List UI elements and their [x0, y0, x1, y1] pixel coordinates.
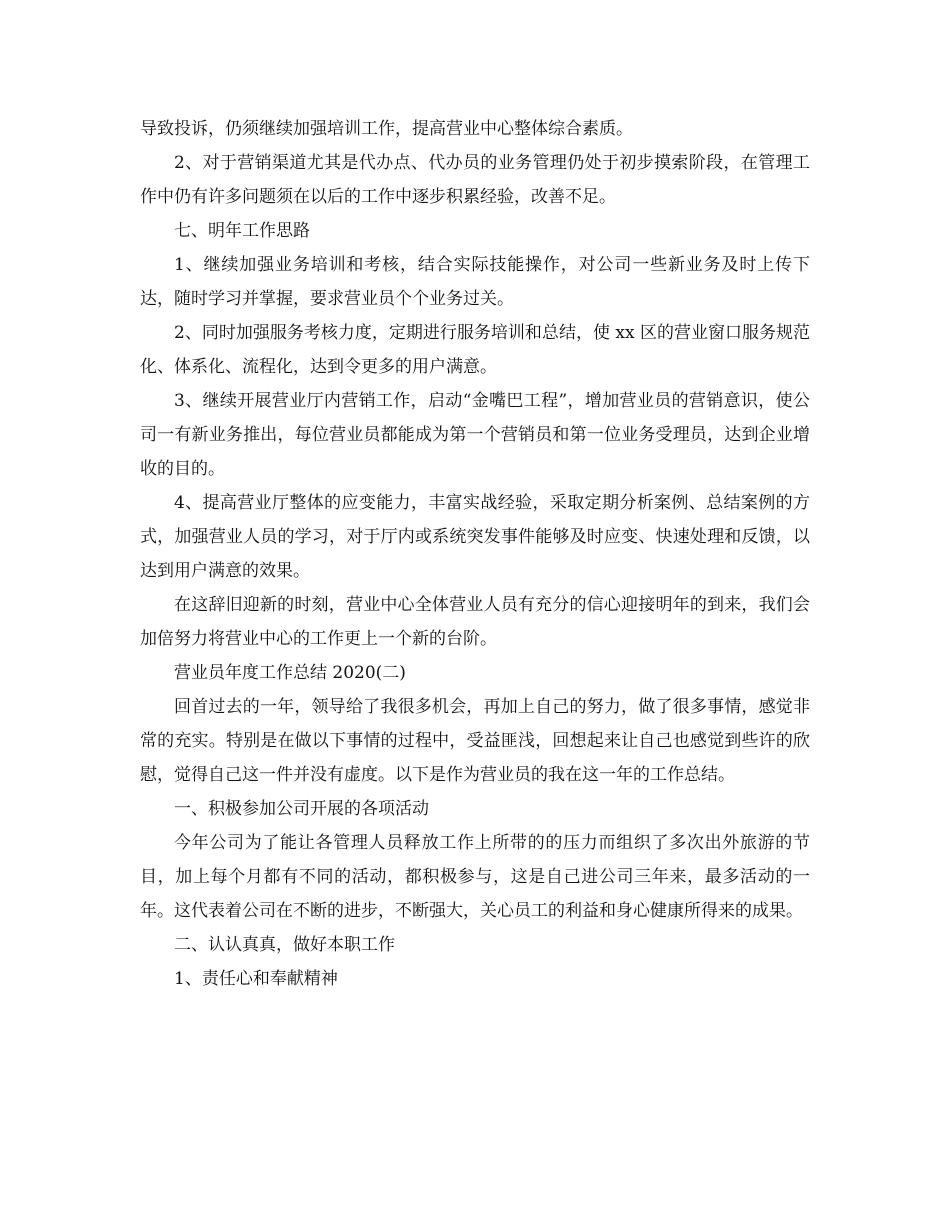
- paragraph-plan-3: 3、继续开展营业厅内营销工作，启动“金嘴巴工程”，增加营业员的营销意识，使公司一有新业务推出，每位营业员都能成为第一个营销员和第一位业务受理员，达到企业增收的目的。: [140, 391, 810, 479]
- paragraph-review: 回首过去的一年，领导给了我很多机会，再加上自己的努力，做了很多事情，感觉非常的充实。特别是在做以下事情的过程中，受益匪浅，回想起来让自己也感觉到些许的欣慰，觉得自己这一件并没有虚度。以下是作为营业员的我在这一年的工作总结。: [140, 697, 810, 785]
- paragraph-plan-4: 4、提高营业厅整体的应变能力，丰富实战经验，采取定期分析案例、总结案例的方式，加强营业人员的学习，对于厅内或系统突发事件能够及时应变、快速处理和反馈，以达到用户满意的效果。: [140, 493, 810, 581]
- paragraph-activities: 今年公司为了能让各管理人员释放工作上所带的的压力而组织了多次出外旅游的节目，加上每个月都有不同的活动，都积极参与，这是自己进公司三年来，最多活动的一年。这代表着公司在不断的进步，不断强大，关心员工的利益和身心健康所得来的成果。: [140, 833, 810, 921]
- paragraph-issue-2: 2、对于营销渠道尤其是代办点、代办员的业务管理仍处于初步摸索阶段，在管理工作中仍有许多问题须在以后的工作中逐步积累经验，改善不足。: [140, 153, 810, 207]
- paragraph-plan-2: 2、同时加强服务考核力度，定期进行服务培训和总结，使 xx 区的营业窗口服务规范化、体系化、流程化，达到令更多的用户满意。: [140, 323, 810, 377]
- subheading-responsibility: 1、责任心和奉献精神: [174, 969, 338, 989]
- section-heading-next-year-plan: 七、明年工作思路: [174, 221, 310, 241]
- section-heading-activities: 一、积极参加公司开展的各项活动: [174, 799, 429, 819]
- paragraph-closing: 在这辞旧迎新的时刻，营业中心全体营业人员有充分的信心迎接明年的到来，我们会加倍努力将营业中心的工作更上一个新的台阶。: [140, 595, 810, 649]
- paragraph-continuation: 导致投诉，仍须继续加强培训工作，提高营业中心整体综合素质。: [140, 119, 633, 139]
- section-heading-duties: 二、认认真真，做好本职工作: [174, 935, 395, 955]
- document-body: [140, 112, 810, 996]
- section-title-summary-2: 营业员年度工作总结 2020(二): [174, 663, 406, 683]
- paragraph-plan-1: 1、继续加强业务培训和考核，结合实际技能操作，对公司一些新业务及时上传下达，随时学习并掌握，要求营业员个个业务过关。: [140, 255, 810, 309]
